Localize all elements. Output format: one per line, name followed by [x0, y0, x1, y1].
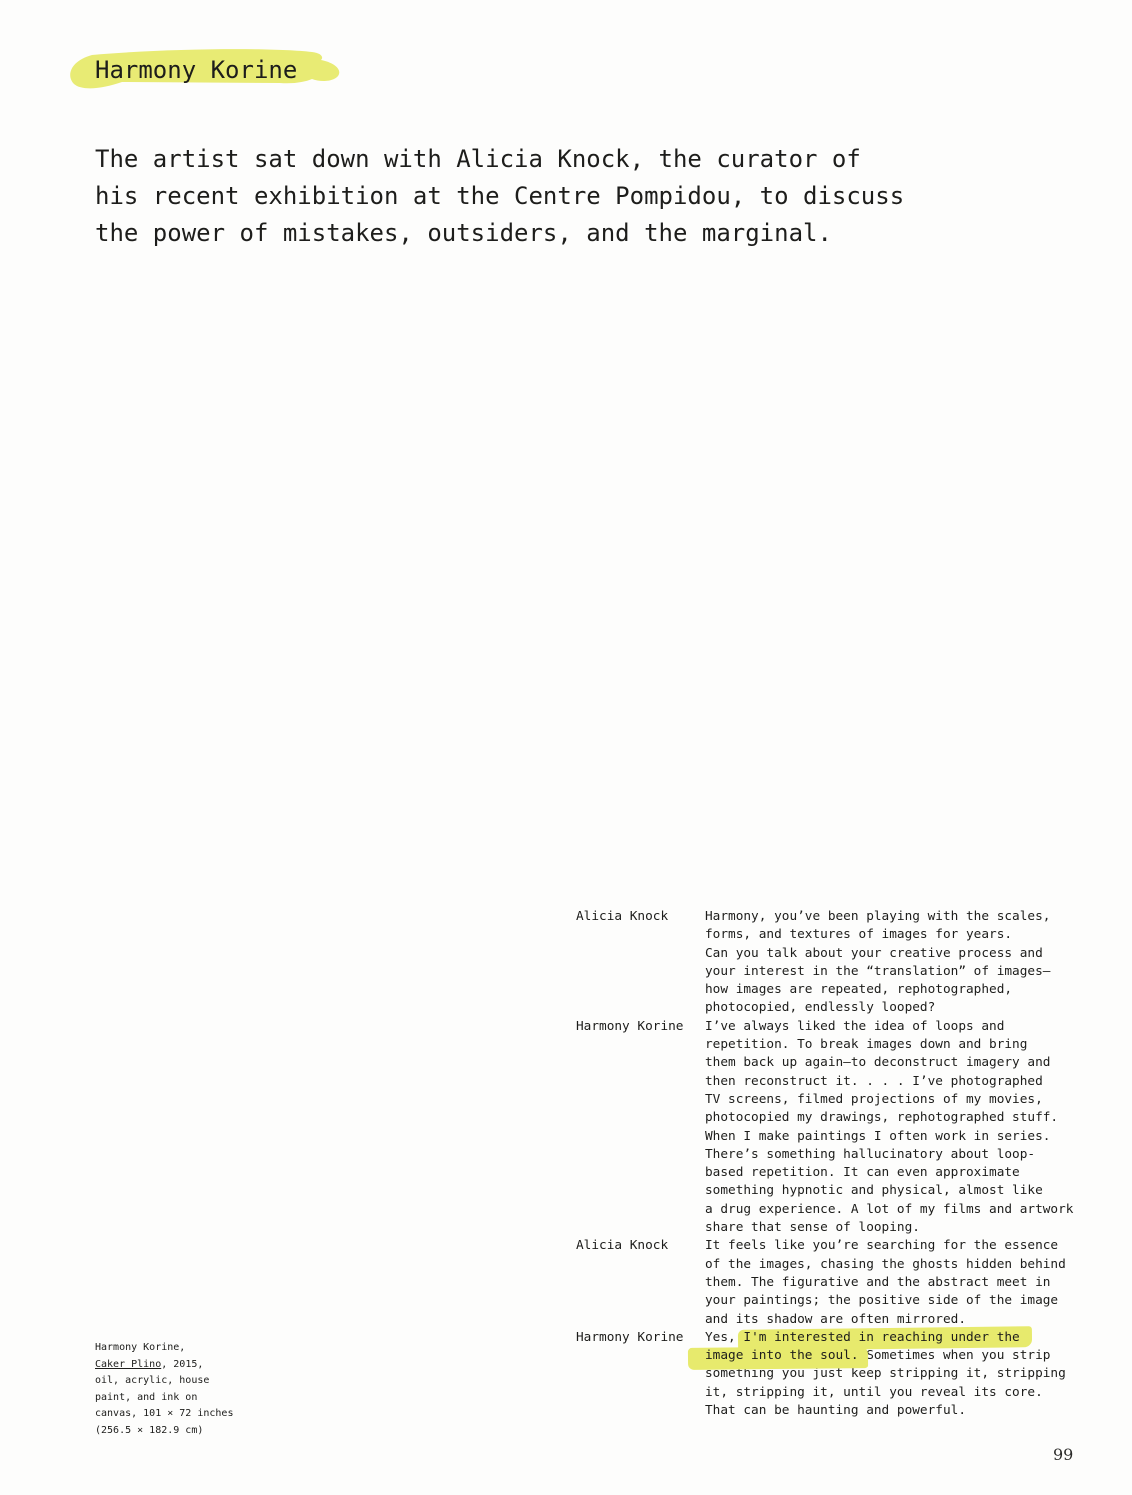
- dialogue-line: It feels like you’re searching for the essence: [705, 1238, 1059, 1254]
- dialogue-text: Yes,: [705, 1329, 744, 1345]
- dialogue-line: photocopied, endlessly looped?: [705, 1000, 936, 1016]
- interview-turn: [576, 1018, 1076, 1238]
- caption-line: paint, and ink on: [95, 1391, 198, 1403]
- artwork-caption: [95, 1340, 233, 1440]
- intro-line: The artist sat down with Alicia Knock, the curator of: [95, 145, 861, 173]
- dialogue-line: There’s something hallucinatory about loop-: [705, 1146, 1036, 1162]
- dialogue-line: Can you talk about your creative process and: [705, 945, 1043, 961]
- dialogue-line: share that sense of looping.: [705, 1220, 920, 1236]
- dialogue-line: them back up again—to deconstruct imagery and: [705, 1055, 1051, 1071]
- dialogue-line: forms, and textures of images for years.: [705, 927, 1013, 943]
- speaker-name: Harmony Korine: [576, 1329, 684, 1345]
- interview-turn: [576, 1329, 1076, 1420]
- interview-turn: [576, 908, 1076, 1018]
- dialogue-line: I’ve always liked the idea of loops and: [705, 1018, 1005, 1034]
- dialogue-line: something you just keep stripping it, stripping: [705, 1366, 1066, 1382]
- dialogue-line: a drug experience. A lot of my films and artwork: [705, 1201, 1074, 1217]
- dialogue-line: and its shadow are often mirrored.: [705, 1311, 966, 1327]
- dialogue-line: something hypnotic and physical, almost like: [705, 1183, 1043, 1199]
- interview-turn: [576, 1237, 1076, 1328]
- intro-line: his recent exhibition at the Centre Pompidou, to discuss: [95, 182, 905, 210]
- intro-line: the power of mistakes, outsiders, and the marginal.: [95, 219, 832, 247]
- dialogue-line: your interest in the “translation” of images—: [705, 963, 1051, 979]
- speaker-name: Harmony Korine: [576, 1018, 684, 1034]
- dialogue-line: them. The figurative and the abstract meet in: [705, 1274, 1051, 1290]
- dialogue-line-highlighted: [705, 1329, 1076, 1347]
- dialogue-text: I'm interested in reaching under the: [743, 1329, 1020, 1345]
- speaker-name: Alicia Knock: [576, 1238, 669, 1254]
- dialogue-line: based repetition. It can even approximate: [705, 1165, 1020, 1181]
- caption-line: oil, acrylic, house: [95, 1375, 210, 1387]
- dialogue-line: photocopied my drawings, rephotographed stuff.: [705, 1110, 1059, 1126]
- caption-line: (256.5 × 182.9 cm): [95, 1424, 204, 1436]
- caption-line: canvas, 101 × 72 inches: [95, 1408, 234, 1420]
- dialogue-line: how images are repeated, rephotographed,: [705, 982, 1013, 998]
- dialogue-line-highlighted: [705, 1347, 1076, 1365]
- dialogue-block: [705, 1237, 1076, 1328]
- dialogue-line: then reconstruct it. . . . I’ve photographed: [705, 1073, 1043, 1089]
- intro-paragraph: [95, 141, 904, 252]
- dialogue-text: Sometimes when you strip: [858, 1348, 1051, 1364]
- dialogue-line: That can be haunting and powerful.: [705, 1403, 966, 1419]
- dialogue-line: Harmony, you’ve been playing with the scales,: [705, 909, 1051, 924]
- page-title: Harmony Korine: [95, 56, 298, 84]
- dialogue-line: repetition. To break images down and bring: [705, 1037, 1028, 1053]
- dialogue-line: your paintings; the positive side of the image: [705, 1293, 1059, 1309]
- artwork-title: Caker Plino: [95, 1358, 162, 1370]
- caption-artist: Harmony Korine,: [95, 1342, 186, 1353]
- dialogue-block: [705, 908, 1076, 1018]
- dialogue-text: image into the soul.: [705, 1348, 859, 1364]
- dialogue-line: When I make paintings I often work in series.: [705, 1128, 1051, 1144]
- interview-section: [576, 908, 1076, 1420]
- dialogue-block: [705, 1018, 1076, 1238]
- caption-title-line: [95, 1357, 233, 1374]
- highlighted-phrase: [743, 1330, 1019, 1345]
- page-number: 99: [1053, 1445, 1074, 1464]
- caption-title-suffix: , 2015,: [161, 1358, 204, 1370]
- dialogue-line: of the images, chasing the ghosts hidden behind: [705, 1256, 1066, 1272]
- dialogue-block: [705, 1329, 1076, 1420]
- highlighted-phrase: [705, 1348, 859, 1363]
- dialogue-line: TV screens, filmed projections of my movies,: [705, 1091, 1043, 1107]
- speaker-name: Alicia Knock: [576, 909, 669, 924]
- dialogue-line: it, stripping it, until you reveal its core.: [705, 1384, 1043, 1400]
